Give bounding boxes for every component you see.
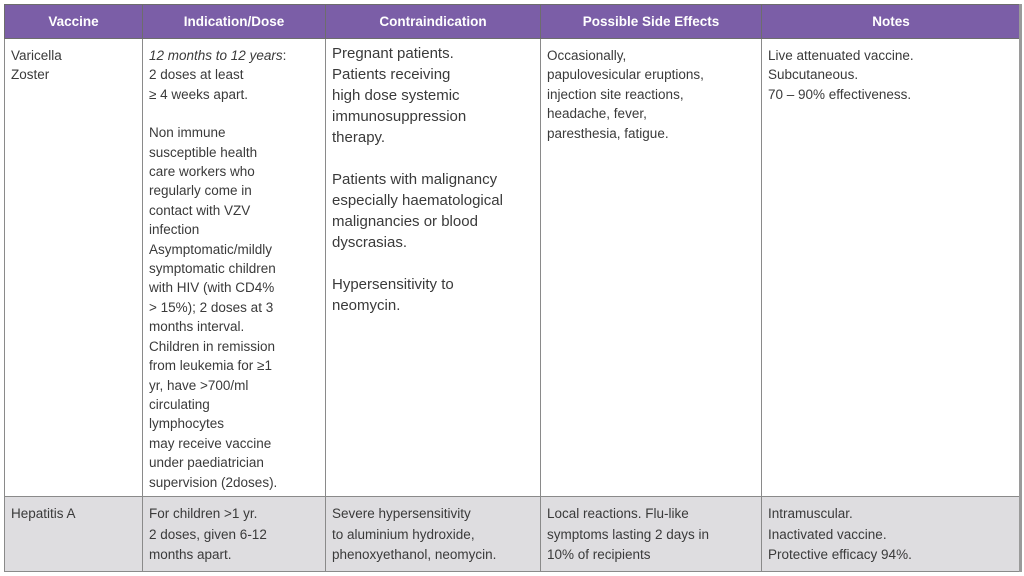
note-line: Subcutaneous. [768, 67, 859, 83]
indication-line: For children >1 yr. [149, 506, 258, 521]
header-vaccine: Vaccine [5, 5, 143, 39]
contraindication-line: therapy. [332, 129, 386, 146]
indication-line: months interval. [149, 319, 245, 335]
indication-line: under paediatrician [149, 455, 264, 471]
vaccine-name-line: Varicella [11, 48, 62, 63]
note-line: Intramuscular. [768, 506, 853, 521]
contraindication-line: dyscrasias. [332, 234, 408, 251]
cell-notes [762, 39, 1021, 497]
indication-age-range-italic: 12 months to 12 years [149, 48, 283, 63]
note-line: Protective efficacy 94%. [768, 547, 912, 562]
cell-notes [762, 497, 1021, 572]
note-line: Inactivated vaccine. [768, 526, 887, 542]
header-indication-dose: Indication/Dose [143, 5, 326, 39]
indication-line: infection [149, 222, 200, 238]
header-notes: Notes [762, 5, 1021, 39]
contraindication-line: Pregnant patients. [332, 45, 454, 62]
side-effect-line: 10% of recipients [547, 547, 651, 562]
cell-possible-side-effects [541, 39, 762, 497]
table-row-varicella-zoster [5, 39, 1021, 497]
indication-age-range [149, 46, 319, 65]
indication-line: months apart. [149, 547, 232, 562]
side-effect-line: paresthesia, fatigue. [547, 125, 669, 141]
cell-contraindication [326, 39, 541, 497]
paragraph-gap [332, 253, 534, 274]
header-possible-side-effects: Possible Side Effects [541, 5, 762, 39]
paragraph-gap [149, 104, 319, 123]
indication-line: circulating [149, 396, 210, 412]
indication-line: with HIV (with CD4% [149, 280, 275, 296]
vaccine-name-line: Zoster [11, 67, 50, 83]
side-effect-line: symptoms lasting 2 days in [547, 526, 710, 542]
contraindication-line: immunosuppression [332, 108, 467, 125]
cell-vaccine [5, 39, 143, 497]
cell-possible-side-effects [541, 497, 762, 572]
indication-line: from leukemia for ≥1 [149, 358, 272, 374]
note-line: Live attenuated vaccine. [768, 48, 914, 63]
note-line: 70 – 90% effectiveness. [768, 86, 912, 102]
contraindication-line: Severe hypersensitivity [332, 506, 471, 521]
indication-line: regularly come in [149, 183, 252, 199]
contraindication-line: phenoxyethanol, neomycin. [332, 547, 497, 562]
contraindication-line: Patients receiving [332, 66, 451, 83]
paragraph-gap [332, 148, 534, 169]
contraindication-line: high dose systemic [332, 87, 460, 104]
side-effect-line: Local reactions. Flu-like [547, 506, 689, 521]
cell-indication-dose [143, 39, 326, 497]
cell-contraindication [326, 497, 541, 572]
indication-line: Non immune [149, 125, 226, 141]
indication-line: lymphocytes [149, 416, 225, 432]
vaccine-table [4, 4, 1021, 572]
contraindication-line: to aluminium hydroxide, [332, 526, 475, 542]
indication-line: supervision (2doses). [149, 474, 278, 490]
contraindication-line: Patients with malignancy [332, 171, 498, 188]
vaccine-name-line: Hepatitis A [11, 506, 76, 521]
indication-line: may receive vaccine [149, 435, 272, 451]
contraindication-line: neomycin. [332, 297, 401, 314]
cell-indication-dose [143, 497, 326, 572]
page-edge-shadow [1019, 4, 1022, 572]
indication-line: 2 doses at least [149, 67, 244, 83]
indication-line: ≥ 4 weeks apart. [149, 86, 248, 102]
contraindication-line: especially haematological [332, 192, 503, 209]
vaccine-table-container [4, 4, 1020, 572]
indication-age-range-colon: : [282, 48, 287, 63]
table-row-hepatitis-a [5, 497, 1021, 572]
side-effect-line: headache, fever, [547, 106, 647, 122]
indication-line: care workers who [149, 164, 255, 180]
indication-line: yr, have >700/ml [149, 377, 249, 393]
indication-line: > 15%); 2 doses at 3 [149, 299, 274, 315]
indication-line: contact with VZV [149, 202, 251, 218]
side-effect-line: Occasionally, [547, 48, 627, 63]
side-effect-line: injection site reactions, [547, 86, 684, 102]
indication-line: 2 doses, given 6-12 [149, 526, 267, 542]
cell-vaccine [5, 497, 143, 572]
side-effect-line: papulovesicular eruptions, [547, 67, 704, 83]
indication-line: Children in remission [149, 338, 276, 354]
header-contraindication: Contraindication [326, 5, 541, 39]
indication-line: Asymptomatic/mildly [149, 241, 273, 257]
indication-line: symptomatic children [149, 261, 276, 277]
contraindication-line: malignancies or blood [332, 213, 478, 230]
indication-line: susceptible health [149, 144, 258, 160]
contraindication-line: Hypersensitivity to [332, 276, 454, 293]
table-header-row [5, 5, 1021, 39]
